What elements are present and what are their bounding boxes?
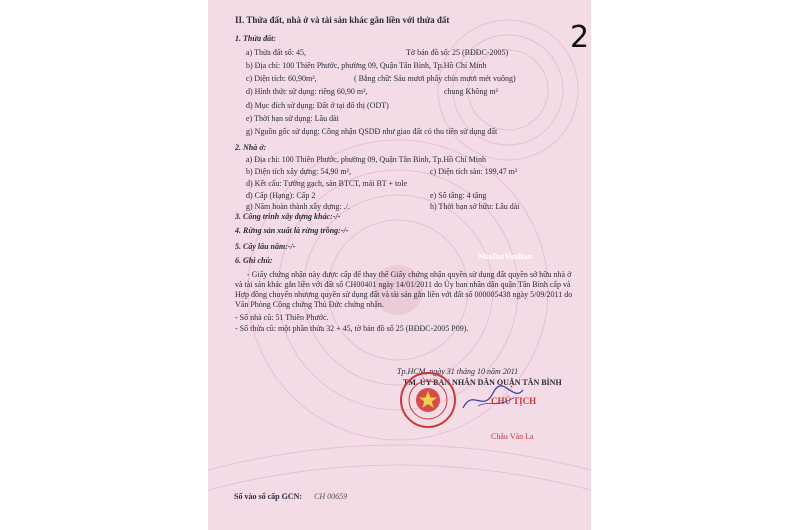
signing-authority: TM. ỦY BAN NHÂN DÂN QUẬN TÂN BÌNH	[403, 378, 562, 387]
house-built-area: b) Diện tích xây dựng: 54,90 m²,	[246, 167, 351, 176]
land-area-words: ( Bằng chữ: Sáu mươi phẩy chín mươi mét vuông)	[354, 74, 516, 83]
section-heading: II. Thửa đất, nhà ở và tài sản khác gắn liền với thửa đất	[235, 15, 450, 25]
watermark-text: NhaDatVuaBan	[478, 252, 532, 261]
land-usage-form: d) Hình thức sử dụng: riêng 60,90 m²,	[246, 87, 368, 96]
note-old-house-number: - Số nhà cũ: 51 Thiên Phước.	[235, 313, 329, 322]
registry-number: CH 00659	[314, 492, 348, 501]
house-address: a) Địa chỉ: 100 Thiên Phước, phường 09, Quận Tân Bình, Tp.Hồ Chí Minh	[246, 155, 487, 164]
signer-title: CHỦ TỊCH	[491, 396, 537, 406]
land-purpose: đ) Mục đích sử dụng: Đất ở tại đô thị (ODT)	[246, 101, 389, 110]
handwritten-signature	[458, 378, 528, 418]
land-usage-common: chung Không m²	[444, 87, 498, 96]
house-completion-year: g) Năm hoàn thành xây dựng: ./.	[246, 202, 350, 211]
house-floors: e) Số tầng: 4 tầng	[430, 191, 487, 200]
notes-heading: 6. Ghi chú:	[235, 256, 273, 265]
perennial-trees: 5. Cây lâu năm:-/-	[235, 242, 296, 251]
house-floor-area: c) Diện tích sàn: 199,47 m²	[430, 167, 518, 176]
page-corner-mark: 2	[570, 20, 590, 55]
land-origin: g) Nguồn gốc sử dụng: Công nhận QSDĐ như giao đất có thu tiền sử dụng đất	[246, 127, 498, 136]
land-map-sheet: Tờ bản đồ số: 25 (BĐĐC-2005)	[406, 48, 509, 57]
note-old-parcel: - Số thửa cũ: một phần thửa 32 + 45, tờ bản đồ số 25 (BĐĐC-2005 P09).	[235, 324, 469, 333]
land-area: c) Diện tích: 60,90m²,	[246, 74, 317, 83]
house-heading: 2. Nhà ở:	[235, 143, 267, 152]
land-term: e) Thời hạn sử dụng: Lâu dài	[246, 114, 339, 123]
signature-date: Tp.HCM, ngày 31 tháng 10 năm 2011	[397, 367, 519, 376]
land-parcel-number: a) Thửa đất số: 45,	[246, 48, 306, 57]
signer-name: Châu Văn La	[491, 432, 534, 441]
official-red-seal	[398, 370, 458, 430]
note-paragraph: - Giấy chứng nhận này được cấp để thay thế Giấy chứng nhận quyền sử dụng đất quyền sở hữu nhà ở và tài sản khác gắn liền với đất số CH00401 ngày 14/01/2011 do Ủy ban nhân dân quận Tân Bình cấp và Hợp đồng chuyển nhượng quyền sử dụng đất và tài sản gắn liền với đất số 000005438 ngày 5/09/2011 do Văn Phòng Công chứng Thủ Đức chứng nhận.	[235, 270, 573, 309]
certificate-page	[208, 0, 591, 530]
other-works: 3. Công trình xây dựng khác:-/-	[235, 212, 341, 221]
land-heading-label: 1. Thửa đất:	[235, 34, 277, 43]
planted-forest: 4. Rừng sản xuất là rừng trồng:-/-	[235, 226, 349, 235]
house-ownership-term: h) Thời hạn sở hữu: Lâu dài	[430, 202, 520, 211]
house-grade: đ) Cấp (Hạng): Cấp 2	[246, 191, 316, 200]
house-structure: d) Kết cấu: Tường gạch, sàn BTCT, mái BT + tole	[246, 179, 408, 188]
registry-label: Số vào sổ cấp GCN:	[234, 492, 303, 501]
land-address: b) Địa chỉ: 100 Thiên Phước, phường 09, Quận Tân Bình, Tp.Hồ Chí Minh	[246, 61, 487, 70]
